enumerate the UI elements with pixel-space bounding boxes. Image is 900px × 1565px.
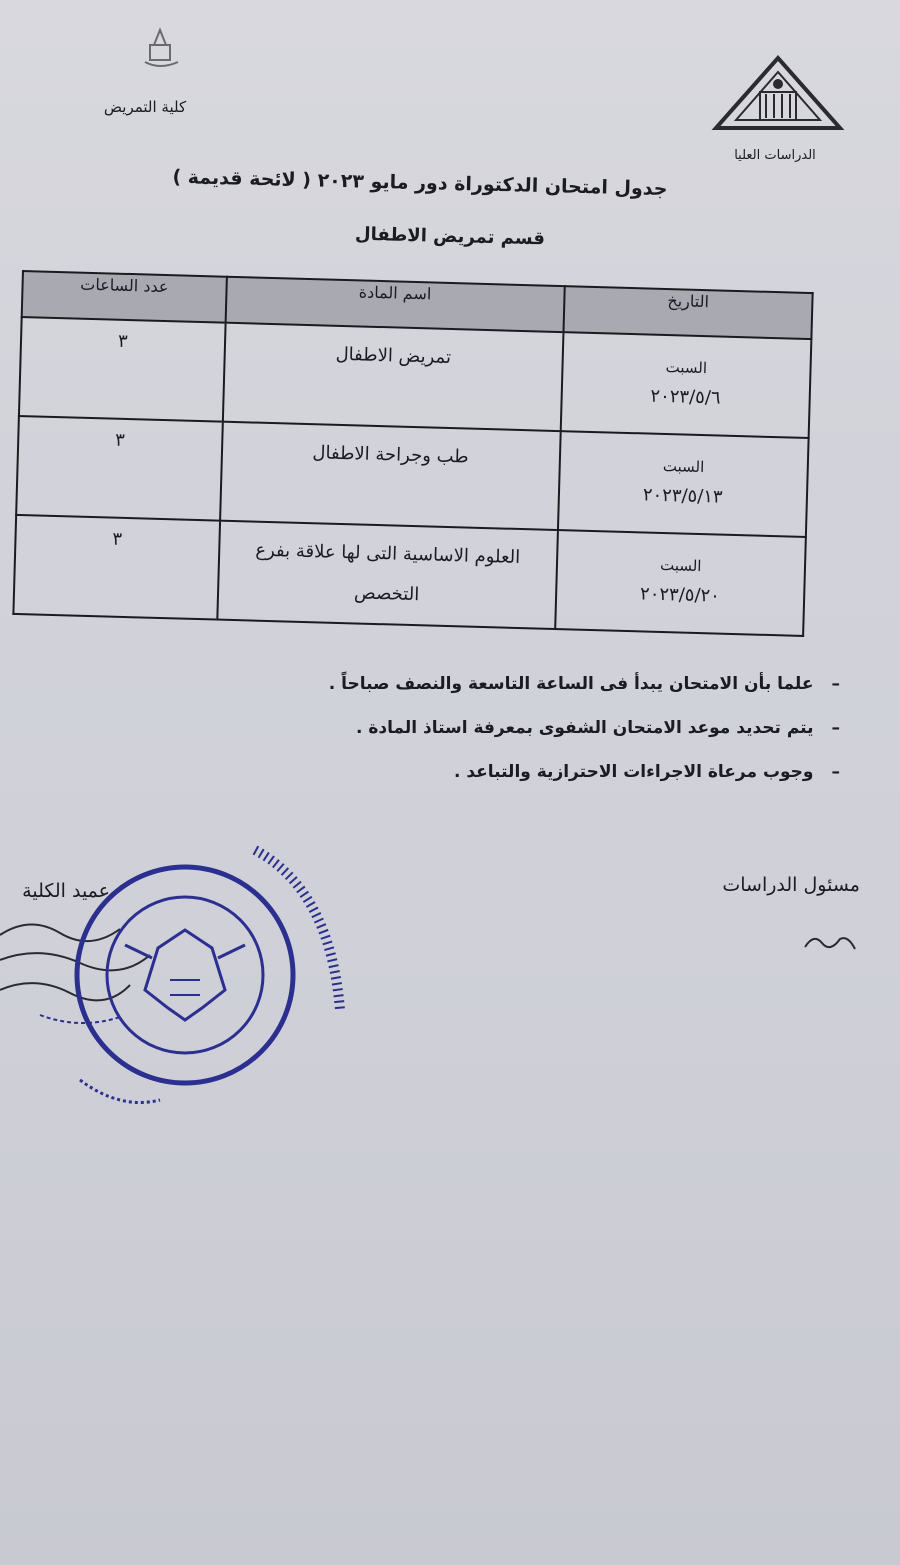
exam-schedule-table-wrapper — [12, 270, 841, 638]
department-subtitle: قسم تمريض الاطفال — [354, 223, 546, 250]
official-stamp-icon — [40, 830, 350, 1120]
faculty-of-nursing-logo — [70, 0, 210, 95]
exam-day: السبت — [662, 456, 705, 477]
dash-bullet-icon: – — [831, 674, 840, 694]
faculty-logo-label: كلية التمريض — [103, 98, 187, 116]
exam-day: السبت — [659, 555, 702, 576]
exam-date: ٢٠٢٣/٥/١٣ — [642, 484, 723, 508]
university-emblem-logo — [708, 50, 848, 135]
graduate-studies-label: الدراسات العليا — [734, 148, 816, 163]
hours-cell — [16, 416, 222, 521]
notes-list — [280, 662, 840, 794]
header-subject: اسم المادة — [225, 277, 564, 332]
exam-date: ٢٠٢٣/٥/٢٠ — [639, 583, 721, 607]
subject-cell — [217, 521, 558, 629]
subject-cell — [222, 323, 563, 431]
hours-value: ٣ — [112, 528, 123, 550]
subject-cell — [220, 422, 561, 530]
exam-day: السبت — [665, 358, 708, 378]
document-title: جدول امتحان الدكتوراة دور مايو ٢٠٢٣ ( لائحة قديمة ) — [172, 165, 668, 201]
date-cell — [560, 332, 811, 438]
note-text: يتم تحديد موعد الامتحان الشفوى بمعرفة استاذ المادة . — [355, 718, 814, 738]
hours-value: ٣ — [117, 330, 128, 352]
note-text: علما بأن الامتحان يبدأ فى الساعة التاسعة والنصف صباحاً . — [328, 674, 814, 694]
hours-cell — [19, 317, 225, 422]
note-text: وجوب مرعاة الاجراءات الاحترازية والتباعد . — [453, 762, 814, 782]
dash-bullet-icon: – — [831, 762, 840, 782]
table-row — [13, 515, 805, 636]
list-item — [280, 750, 840, 794]
subject-name: العلوم الاساسية التى لها علاقة بفرع التخصص — [255, 539, 521, 606]
exam-schedule-table — [12, 270, 813, 637]
studies-officer-signature-icon — [800, 925, 860, 955]
dash-bullet-icon: – — [831, 718, 840, 738]
hours-cell — [13, 515, 219, 620]
dean-label: عميد الكلية — [22, 880, 110, 902]
date-cell — [555, 530, 806, 636]
date-cell — [558, 431, 809, 537]
studies-officer-label: مسئول الدراسات — [722, 874, 860, 896]
list-item — [280, 662, 840, 706]
list-item — [280, 706, 840, 750]
exam-date: ٢٠٢٣/٥/٦ — [650, 385, 721, 409]
subject-name: طب وجراحة الاطفال — [312, 442, 469, 468]
subject-name: تمريض الاطفال — [335, 343, 452, 369]
header-date: التاريخ — [563, 286, 813, 339]
header-hours: عدد الساعات — [22, 271, 227, 323]
hours-value: ٣ — [114, 429, 126, 451]
